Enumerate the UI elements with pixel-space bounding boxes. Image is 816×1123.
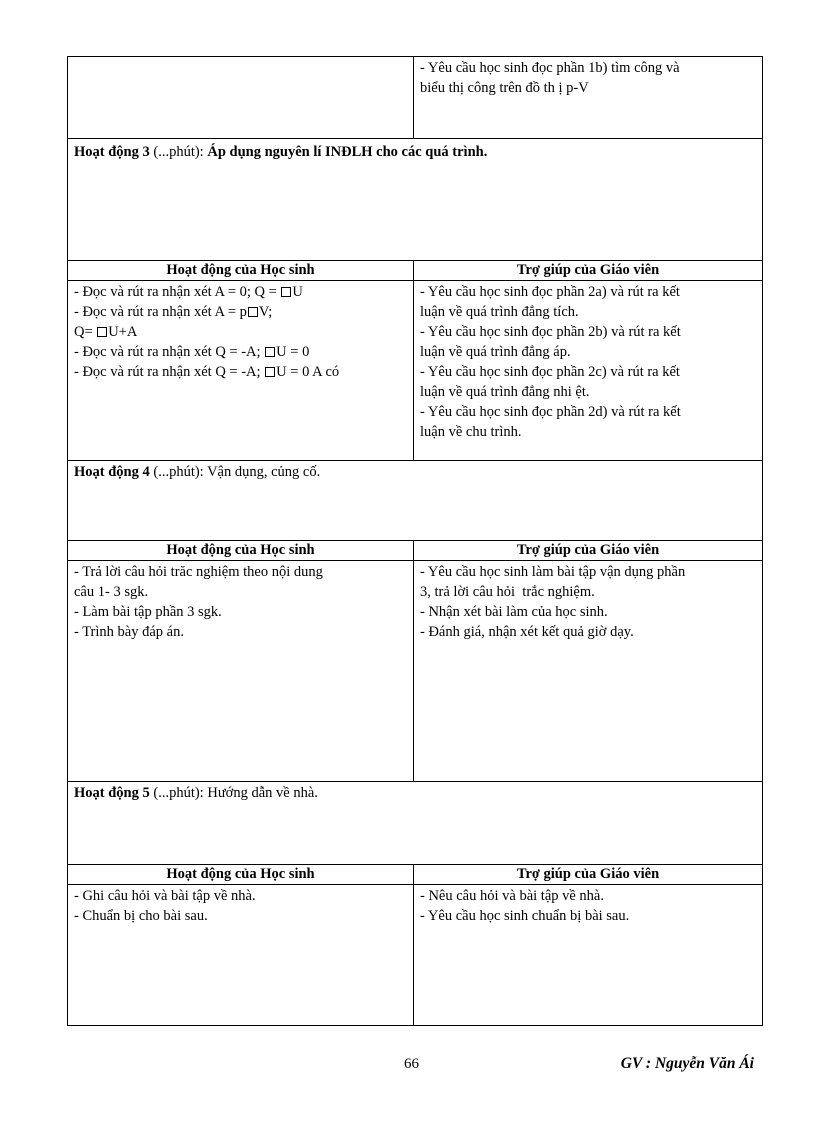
section-5-student-cell bbox=[68, 885, 414, 1026]
section-4-teacher-cell bbox=[414, 561, 763, 782]
teacher-line: - Yêu cầu học sinh chuẩn bị bài sau. bbox=[420, 908, 630, 924]
section-3-student-cell bbox=[68, 281, 414, 461]
section-4-header-row bbox=[68, 541, 763, 561]
teacher-line: - Yêu cầu học sinh đọc phần 2d) và rút ra kết bbox=[420, 404, 681, 420]
teacher-line: luận về chu trình. bbox=[420, 424, 522, 440]
activity-time: (...phút): bbox=[149, 144, 208, 160]
activity-4-title bbox=[68, 461, 763, 541]
teacher-line: luận về quá trình đẳng áp. bbox=[420, 344, 571, 360]
activity-5-title bbox=[68, 782, 763, 865]
page-number: 66 bbox=[404, 1056, 419, 1072]
section-5-content-row bbox=[68, 885, 763, 1026]
section-4-content-row bbox=[68, 561, 763, 782]
student-line: - Trình bày đáp án. bbox=[74, 624, 184, 640]
student-header: Hoạt động của Học sinh bbox=[68, 261, 414, 281]
author-credit: GV : Nguyễn Văn Ái bbox=[620, 1055, 754, 1072]
student-line: - Đọc và rút ra nhận xét A = p V; bbox=[74, 304, 273, 320]
delta-symbol-icon bbox=[248, 307, 258, 317]
teacher-line: - Yêu cầu học sinh đọc phần 1b) tìm công và bbox=[420, 60, 680, 76]
student-line: - Ghi câu hỏi và bài tập về nhà. bbox=[74, 888, 256, 904]
teacher-line: biểu thị công trên đồ th ị p-V bbox=[420, 80, 589, 96]
teacher-line: - Nhận xét bài làm của học sinh. bbox=[420, 604, 608, 620]
teacher-line: - Yêu cầu học sinh đọc phần 2b) và rút ra kết bbox=[420, 324, 681, 340]
activity-label: Hoạt động 5 bbox=[74, 785, 150, 801]
student-line: - Trả lời câu hỏi trăc nghiệm theo nội dung bbox=[74, 564, 323, 580]
activity-4-row bbox=[68, 461, 763, 541]
teacher-header: Trợ giúp của Giáo viên bbox=[414, 865, 763, 885]
student-line: - Đọc và rút ra nhận xét Q = -A; U = 0 bbox=[74, 344, 310, 360]
delta-symbol-icon bbox=[281, 287, 291, 297]
student-line: câu 1- 3 sgk. bbox=[74, 584, 149, 600]
section-5-teacher-cell bbox=[414, 885, 763, 1026]
delta-symbol-icon bbox=[265, 367, 275, 377]
student-line: - Chuẩn bị cho bài sau. bbox=[74, 908, 208, 924]
activity-label: Hoạt động 4 bbox=[74, 464, 150, 480]
student-line: Q= U+A bbox=[74, 324, 138, 340]
student-line: - Làm bài tập phần 3 sgk. bbox=[74, 604, 222, 620]
activity-time: (...phút): bbox=[149, 785, 208, 801]
continuation-row bbox=[68, 57, 763, 139]
student-header: Hoạt động của Học sinh bbox=[68, 541, 414, 561]
activity-time: (...phút): bbox=[149, 464, 208, 480]
activity-topic: Hướng dẫn về nhà. bbox=[207, 785, 318, 801]
teacher-line: luận về quá trình đẳng tích. bbox=[420, 304, 579, 320]
section-3-content-row bbox=[68, 281, 763, 461]
activity-topic: Áp dụng nguyên lí INĐLH cho các quá trình. bbox=[207, 144, 488, 160]
section-3-teacher-cell bbox=[414, 281, 763, 461]
student-line: - Đọc và rút ra nhận xét A = 0; Q = U bbox=[74, 284, 303, 300]
teacher-line: - Yêu cầu học sinh làm bài tập vận dụng phần bbox=[420, 564, 686, 580]
teacher-line: - Đánh giá, nhận xét kết quả giờ dạy. bbox=[420, 624, 634, 640]
student-header: Hoạt động của Học sinh bbox=[68, 865, 414, 885]
teacher-line: luận về quá trình đẳng nhi ệt. bbox=[420, 384, 590, 400]
section-3-header-row bbox=[68, 261, 763, 281]
activity-topic: Vận dụng, củng cố. bbox=[207, 464, 321, 480]
teacher-line: - Yêu cầu học sinh đọc phần 2c) và rút ra kết bbox=[420, 364, 680, 380]
activity-3-row bbox=[68, 139, 763, 261]
student-line: - Đọc và rút ra nhận xét Q = -A; U = 0 A có bbox=[74, 364, 340, 380]
teacher-line: - Nêu câu hỏi và bài tập về nhà. bbox=[420, 888, 604, 904]
teacher-header: Trợ giúp của Giáo viên bbox=[414, 261, 763, 281]
teacher-header: Trợ giúp của Giáo viên bbox=[414, 541, 763, 561]
delta-symbol-icon bbox=[265, 347, 275, 357]
continuation-student-cell bbox=[68, 57, 414, 139]
activity-5-row bbox=[68, 782, 763, 865]
section-4-student-cell bbox=[68, 561, 414, 782]
activity-label: Hoạt động 3 bbox=[74, 144, 150, 160]
delta-symbol-icon bbox=[97, 327, 107, 337]
teacher-line: - Yêu cầu học sinh đọc phần 2a) và rút ra kết bbox=[420, 284, 680, 300]
section-5-header-row bbox=[68, 865, 763, 885]
activity-3-title bbox=[68, 139, 763, 261]
teacher-line: 3, trả lời câu hỏi trắc nghiệm. bbox=[420, 584, 595, 600]
continuation-teacher-cell bbox=[414, 57, 763, 139]
lesson-plan-table bbox=[67, 56, 763, 1026]
